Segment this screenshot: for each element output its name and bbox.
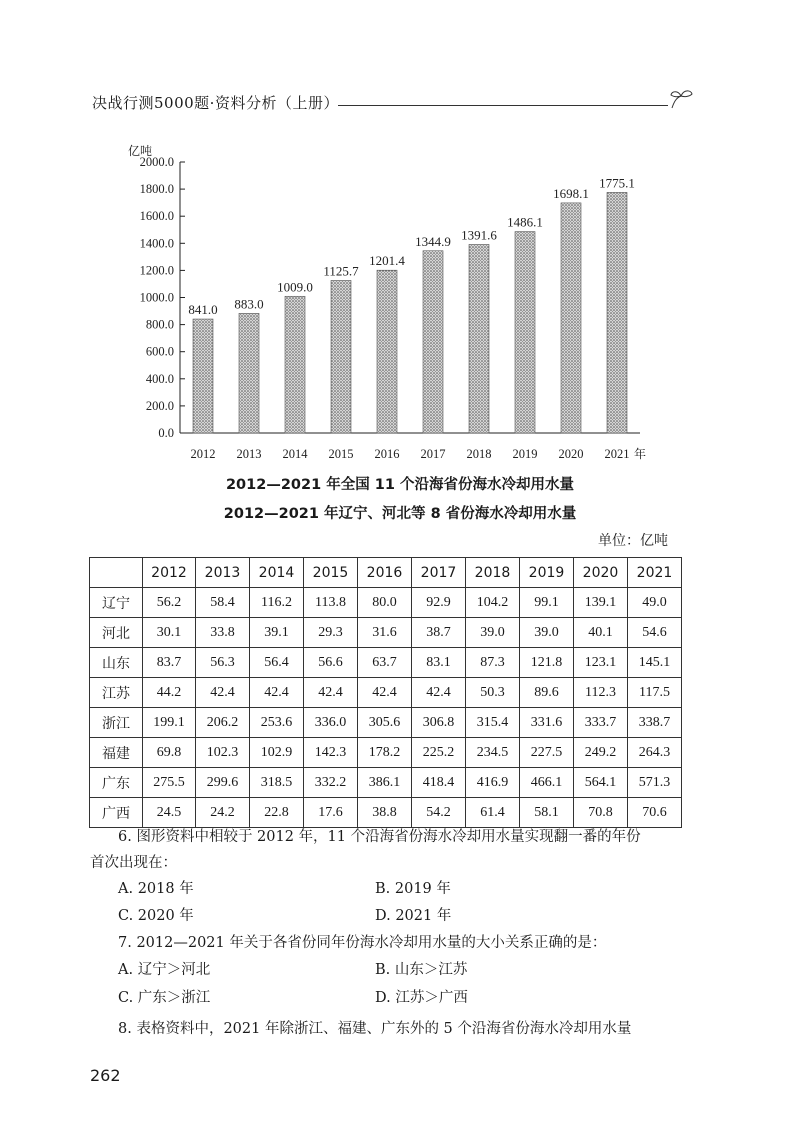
value-cell: 336.0	[304, 708, 358, 738]
y-tick-label: 1200.0	[139, 263, 174, 278]
value-cell: 331.6	[520, 708, 574, 738]
table-row	[90, 798, 682, 828]
q6-stem-line1: 6. 图形资料中相较于 2012 年，11 个沿海省份海水冷却用水量实现翻一番的年份	[118, 829, 641, 845]
q6-option-a: A. 2018 年	[118, 881, 194, 897]
value-cell: 227.5	[520, 738, 574, 768]
value-cell: 58.1	[520, 798, 574, 828]
value-cell: 338.7	[628, 708, 682, 738]
table-caption: 2012—2021 年辽宁、河北等 8 省份海水冷却用水量	[223, 506, 577, 522]
value-cell: 253.6	[250, 708, 304, 738]
value-cell: 54.2	[412, 798, 466, 828]
value-cell: 49.0	[628, 588, 682, 618]
value-cell: 113.8	[304, 588, 358, 618]
province-cell: 广西	[90, 798, 143, 828]
province-cell: 广东	[90, 768, 143, 798]
bar-2014	[285, 296, 305, 433]
province-cell: 山东	[90, 648, 143, 678]
value-cell: 24.5	[143, 798, 196, 828]
value-cell: 17.6	[304, 798, 358, 828]
value-cell: 299.6	[196, 768, 250, 798]
table-row	[90, 738, 682, 768]
value-cell: 83.7	[143, 648, 196, 678]
x-tick-label-2012: 2012	[190, 447, 216, 461]
y-tick-label: 200.0	[145, 398, 174, 413]
value-cell: 42.4	[250, 678, 304, 708]
table-row	[90, 588, 682, 618]
q7-option-a: A. 辽宁＞河北	[118, 962, 211, 978]
value-cell: 24.2	[196, 798, 250, 828]
value-cell: 104.2	[466, 588, 520, 618]
bar-2020	[561, 203, 581, 433]
value-cell: 58.4	[196, 588, 250, 618]
value-cell: 571.3	[628, 768, 682, 798]
y-tick-label: 400.0	[145, 371, 174, 386]
x-axis-unit: 年	[634, 447, 647, 461]
q6-option-b: B. 2019 年	[375, 881, 451, 897]
header-cell: 2015	[304, 558, 358, 588]
y-tick-label: 0.0	[158, 426, 174, 440]
bar-2012	[193, 319, 213, 433]
value-cell: 39.1	[250, 618, 304, 648]
province-cell: 辽宁	[90, 588, 143, 618]
x-tick-label-2017: 2017	[420, 447, 446, 461]
value-cell: 117.5	[628, 678, 682, 708]
province-cell: 福建	[90, 738, 143, 768]
table-header-row	[90, 558, 682, 588]
y-tick-label: 1600.0	[139, 209, 174, 224]
data-label-2013: 883.0	[234, 296, 264, 312]
q7-option-b: B. 山东＞江苏	[375, 962, 468, 978]
value-cell: 305.6	[358, 708, 412, 738]
q6-option-c: C. 2020 年	[118, 908, 194, 924]
table-row	[90, 708, 682, 738]
value-cell: 39.0	[466, 618, 520, 648]
value-cell: 56.2	[143, 588, 196, 618]
header-cell	[90, 558, 143, 588]
data-label-2019: 1486.1	[507, 214, 543, 230]
header-cell: 2018	[466, 558, 520, 588]
value-cell: 30.1	[143, 618, 196, 648]
value-cell: 564.1	[574, 768, 628, 798]
y-axis-unit: 亿吨	[128, 144, 153, 158]
value-cell: 333.7	[574, 708, 628, 738]
header-cell: 2014	[250, 558, 304, 588]
value-cell: 70.8	[574, 798, 628, 828]
data-label-2016: 1201.4	[369, 253, 405, 269]
value-cell: 139.1	[574, 588, 628, 618]
q7-option-c: C. 广东＞浙江	[118, 990, 211, 1006]
y-tick-label: 1800.0	[139, 182, 174, 197]
value-cell: 318.5	[250, 768, 304, 798]
y-tick-label: 2000.0	[139, 155, 174, 169]
table-unit: 单位：亿吨	[598, 533, 668, 549]
q7-option-d: D. 江苏＞广西	[375, 990, 468, 1006]
value-cell: 234.5	[466, 738, 520, 768]
value-cell: 99.1	[520, 588, 574, 618]
value-cell: 142.3	[304, 738, 358, 768]
x-tick-label-2018: 2018	[466, 447, 492, 461]
bar-2013	[239, 313, 259, 433]
table-row	[90, 678, 682, 708]
value-cell: 89.6	[520, 678, 574, 708]
bar-2017	[423, 251, 443, 433]
y-tick-label: 1000.0	[139, 290, 174, 305]
value-cell: 42.4	[304, 678, 358, 708]
header-rule	[338, 105, 668, 106]
header-cell: 2019	[520, 558, 574, 588]
q6-option-d: D. 2021 年	[375, 908, 452, 924]
value-cell: 31.6	[358, 618, 412, 648]
value-cell: 225.2	[412, 738, 466, 768]
y-tick-label: 600.0	[145, 344, 174, 359]
value-cell: 264.3	[628, 738, 682, 768]
value-cell: 22.8	[250, 798, 304, 828]
bar-2021	[607, 192, 627, 433]
x-tick-label-2020: 2020	[558, 447, 584, 461]
value-cell: 38.8	[358, 798, 412, 828]
header-cell: 2013	[196, 558, 250, 588]
value-cell: 61.4	[466, 798, 520, 828]
value-cell: 44.2	[143, 678, 196, 708]
water-usage-bar-chart	[100, 135, 660, 467]
data-label-2014: 1009.0	[277, 279, 313, 295]
running-header	[92, 88, 692, 118]
header-cell: 2012	[143, 558, 196, 588]
value-cell: 249.2	[574, 738, 628, 768]
value-cell: 50.3	[466, 678, 520, 708]
value-cell: 56.6	[304, 648, 358, 678]
header-cell: 2016	[358, 558, 412, 588]
value-cell: 123.1	[574, 648, 628, 678]
data-label-2018: 1391.6	[461, 227, 497, 243]
data-label-2012: 841.0	[188, 302, 218, 318]
table-row	[90, 768, 682, 798]
value-cell: 83.1	[412, 648, 466, 678]
value-cell: 332.2	[304, 768, 358, 798]
value-cell: 112.3	[574, 678, 628, 708]
data-label-2020: 1698.1	[553, 185, 589, 201]
value-cell: 466.1	[520, 768, 574, 798]
x-tick-label-2015: 2015	[328, 447, 354, 461]
value-cell: 306.8	[412, 708, 466, 738]
bar-2019	[515, 232, 535, 433]
table-row	[90, 618, 682, 648]
x-tick-label-2013: 2013	[236, 447, 262, 461]
value-cell: 178.2	[358, 738, 412, 768]
header-cell: 2017	[412, 558, 466, 588]
value-cell: 40.1	[574, 618, 628, 648]
leaf-icon	[668, 88, 694, 110]
x-tick-label-2019: 2019	[512, 447, 538, 461]
bar-2018	[469, 244, 489, 433]
value-cell: 121.8	[520, 648, 574, 678]
value-cell: 42.4	[412, 678, 466, 708]
data-label-2017: 1344.9	[415, 233, 451, 249]
value-cell: 206.2	[196, 708, 250, 738]
x-tick-label-2016: 2016	[374, 447, 400, 461]
header-cell: 2020	[574, 558, 628, 588]
page-number: 262	[90, 1066, 121, 1085]
value-cell: 80.0	[358, 588, 412, 618]
value-cell: 33.8	[196, 618, 250, 648]
value-cell: 92.9	[412, 588, 466, 618]
value-cell: 39.0	[520, 618, 574, 648]
x-tick-label-2021: 2021	[604, 447, 630, 461]
data-label-2015: 1125.7	[323, 263, 359, 279]
header-cell: 2021	[628, 558, 682, 588]
table-row	[90, 648, 682, 678]
province-data-table	[89, 557, 682, 828]
value-cell: 63.7	[358, 648, 412, 678]
value-cell: 56.4	[250, 648, 304, 678]
chart-caption: 2012—2021 年全国 11 个沿海省份海水冷却用水量	[225, 477, 575, 493]
value-cell: 42.4	[358, 678, 412, 708]
y-tick-label: 1400.0	[139, 236, 174, 251]
province-cell: 浙江	[90, 708, 143, 738]
province-cell: 江苏	[90, 678, 143, 708]
value-cell: 38.7	[412, 618, 466, 648]
value-cell: 70.6	[628, 798, 682, 828]
y-tick-label: 800.0	[145, 317, 174, 332]
bar-2015	[331, 280, 351, 433]
value-cell: 116.2	[250, 588, 304, 618]
x-tick-label-2014: 2014	[282, 447, 308, 461]
q6-stem-line2: 首次出现在：	[90, 855, 177, 871]
data-label-2021: 1775.1	[599, 175, 635, 191]
value-cell: 386.1	[358, 768, 412, 798]
value-cell: 102.9	[250, 738, 304, 768]
q7-stem: 7. 2012—2021 年关于各省份同年份海水冷却用水量的大小关系正确的是：	[118, 935, 607, 951]
value-cell: 42.4	[196, 678, 250, 708]
value-cell: 54.6	[628, 618, 682, 648]
value-cell: 275.5	[143, 768, 196, 798]
value-cell: 416.9	[466, 768, 520, 798]
value-cell: 56.3	[196, 648, 250, 678]
value-cell: 418.4	[412, 768, 466, 798]
value-cell: 145.1	[628, 648, 682, 678]
value-cell: 29.3	[304, 618, 358, 648]
value-cell: 315.4	[466, 708, 520, 738]
value-cell: 87.3	[466, 648, 520, 678]
header-title: 决战行测5000题·资料分析（上册）	[92, 94, 339, 112]
q8-stem: 8. 表格资料中，2021 年除浙江、福建、广东外的 5 个沿海省份海水冷却用水量	[118, 1021, 632, 1037]
value-cell: 199.1	[143, 708, 196, 738]
value-cell: 102.3	[196, 738, 250, 768]
value-cell: 69.8	[143, 738, 196, 768]
bar-2016	[377, 270, 397, 433]
province-cell: 河北	[90, 618, 143, 648]
